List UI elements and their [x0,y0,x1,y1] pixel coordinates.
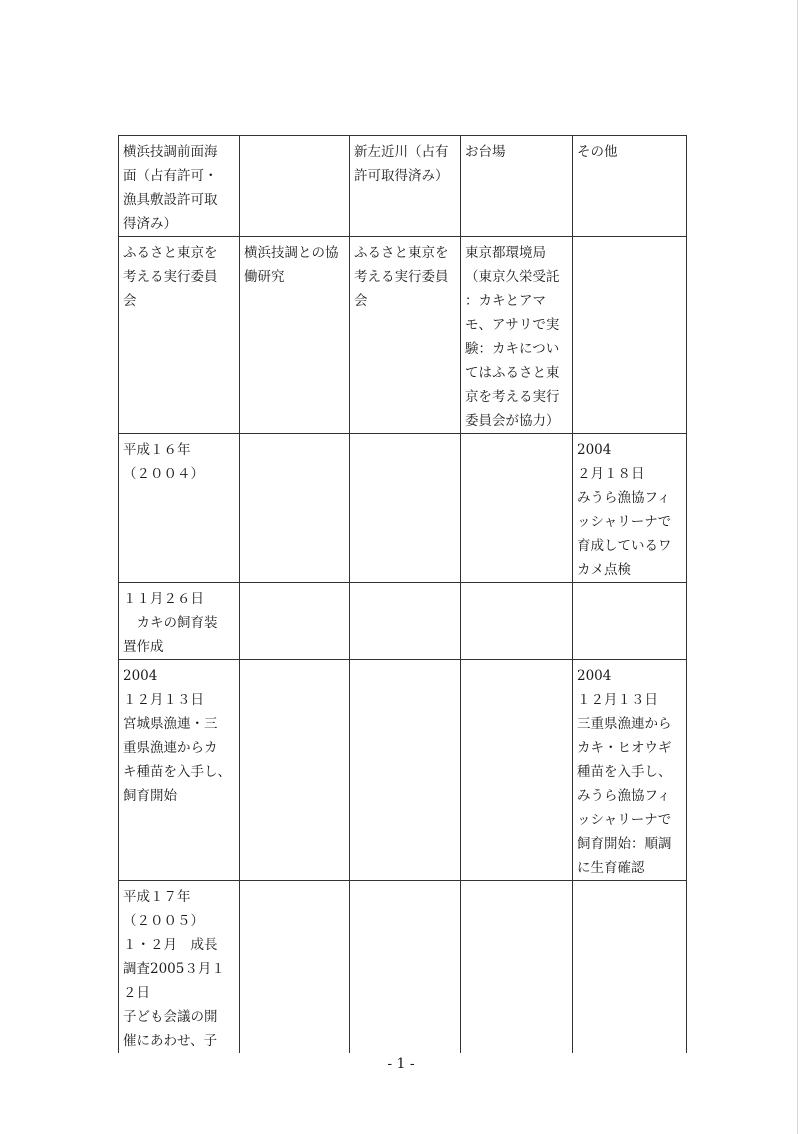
table-cell: 横浜技調との協 働研究 [240,237,350,434]
table-cell: 2004 １２月１３日 宮城県漁連・三 重県漁連からカ キ種苗を入手し、 飼育開始 [119,660,240,881]
table-cell [461,881,573,1054]
table-cell [240,136,350,237]
table-cell: 東京都環境局 （東京久栄受託 ：カキとアマ モ、アサリで実 験：カキについ てはふるさと東 京を考える実行 委員会が協力） [461,237,573,434]
table-cell: 横浜技調前面海 面（占有許可・ 漁具敷設許可取 得済み） [119,136,240,237]
table-cell [573,583,687,660]
table-cell [240,660,350,881]
table-cell: お台場 [461,136,573,237]
table-cell [573,881,687,1054]
table-cell [350,660,461,881]
page-number: - 1 - [387,1056,415,1072]
table-row [119,237,687,434]
table-cell: １１月２６日 カキの飼育装 置作成 [119,583,240,660]
table-row [119,881,687,1054]
table-cell [350,434,461,583]
table-cell: 2004 ２月１８日 みうら漁協フィ ッシャリーナで 育成しているワ カメ点検 [573,434,687,583]
table-cell: 新左近川（占有 許可取得済み） [350,136,461,237]
table-cell [461,583,573,660]
table-cell: ふるさと東京を 考える実行委員 会 [350,237,461,434]
table-cell [461,434,573,583]
table-cell [240,881,350,1054]
table-cell [573,237,687,434]
table-cell: ふるさと東京を 考える実行委員 会 [119,237,240,434]
table-row [119,660,687,881]
table-row [119,583,687,660]
table-cell [350,881,461,1054]
table-cell [240,583,350,660]
table-cell: 2004 １２月１３日 三重県漁連から カキ・ヒオウギ 種苗を入手し、 みうら漁協フィ ッシャリーナで 飼育開始：順調 に生育確認 [573,660,687,881]
table-cell: 平成１７年 （２００５） １・２月 成長 調査2005３月１ ２日 子ども会議の開 催にあわせ、子 [119,881,240,1054]
table-cell [240,434,350,583]
table-row [119,136,687,237]
table-cell [461,660,573,881]
table-cell: その他 [573,136,687,237]
table-cell: 平成１６年 （２００４） [119,434,240,583]
table-cell [350,583,461,660]
schedule-table [118,135,687,1053]
scan-edge-line [797,0,798,1134]
table-row [119,434,687,583]
